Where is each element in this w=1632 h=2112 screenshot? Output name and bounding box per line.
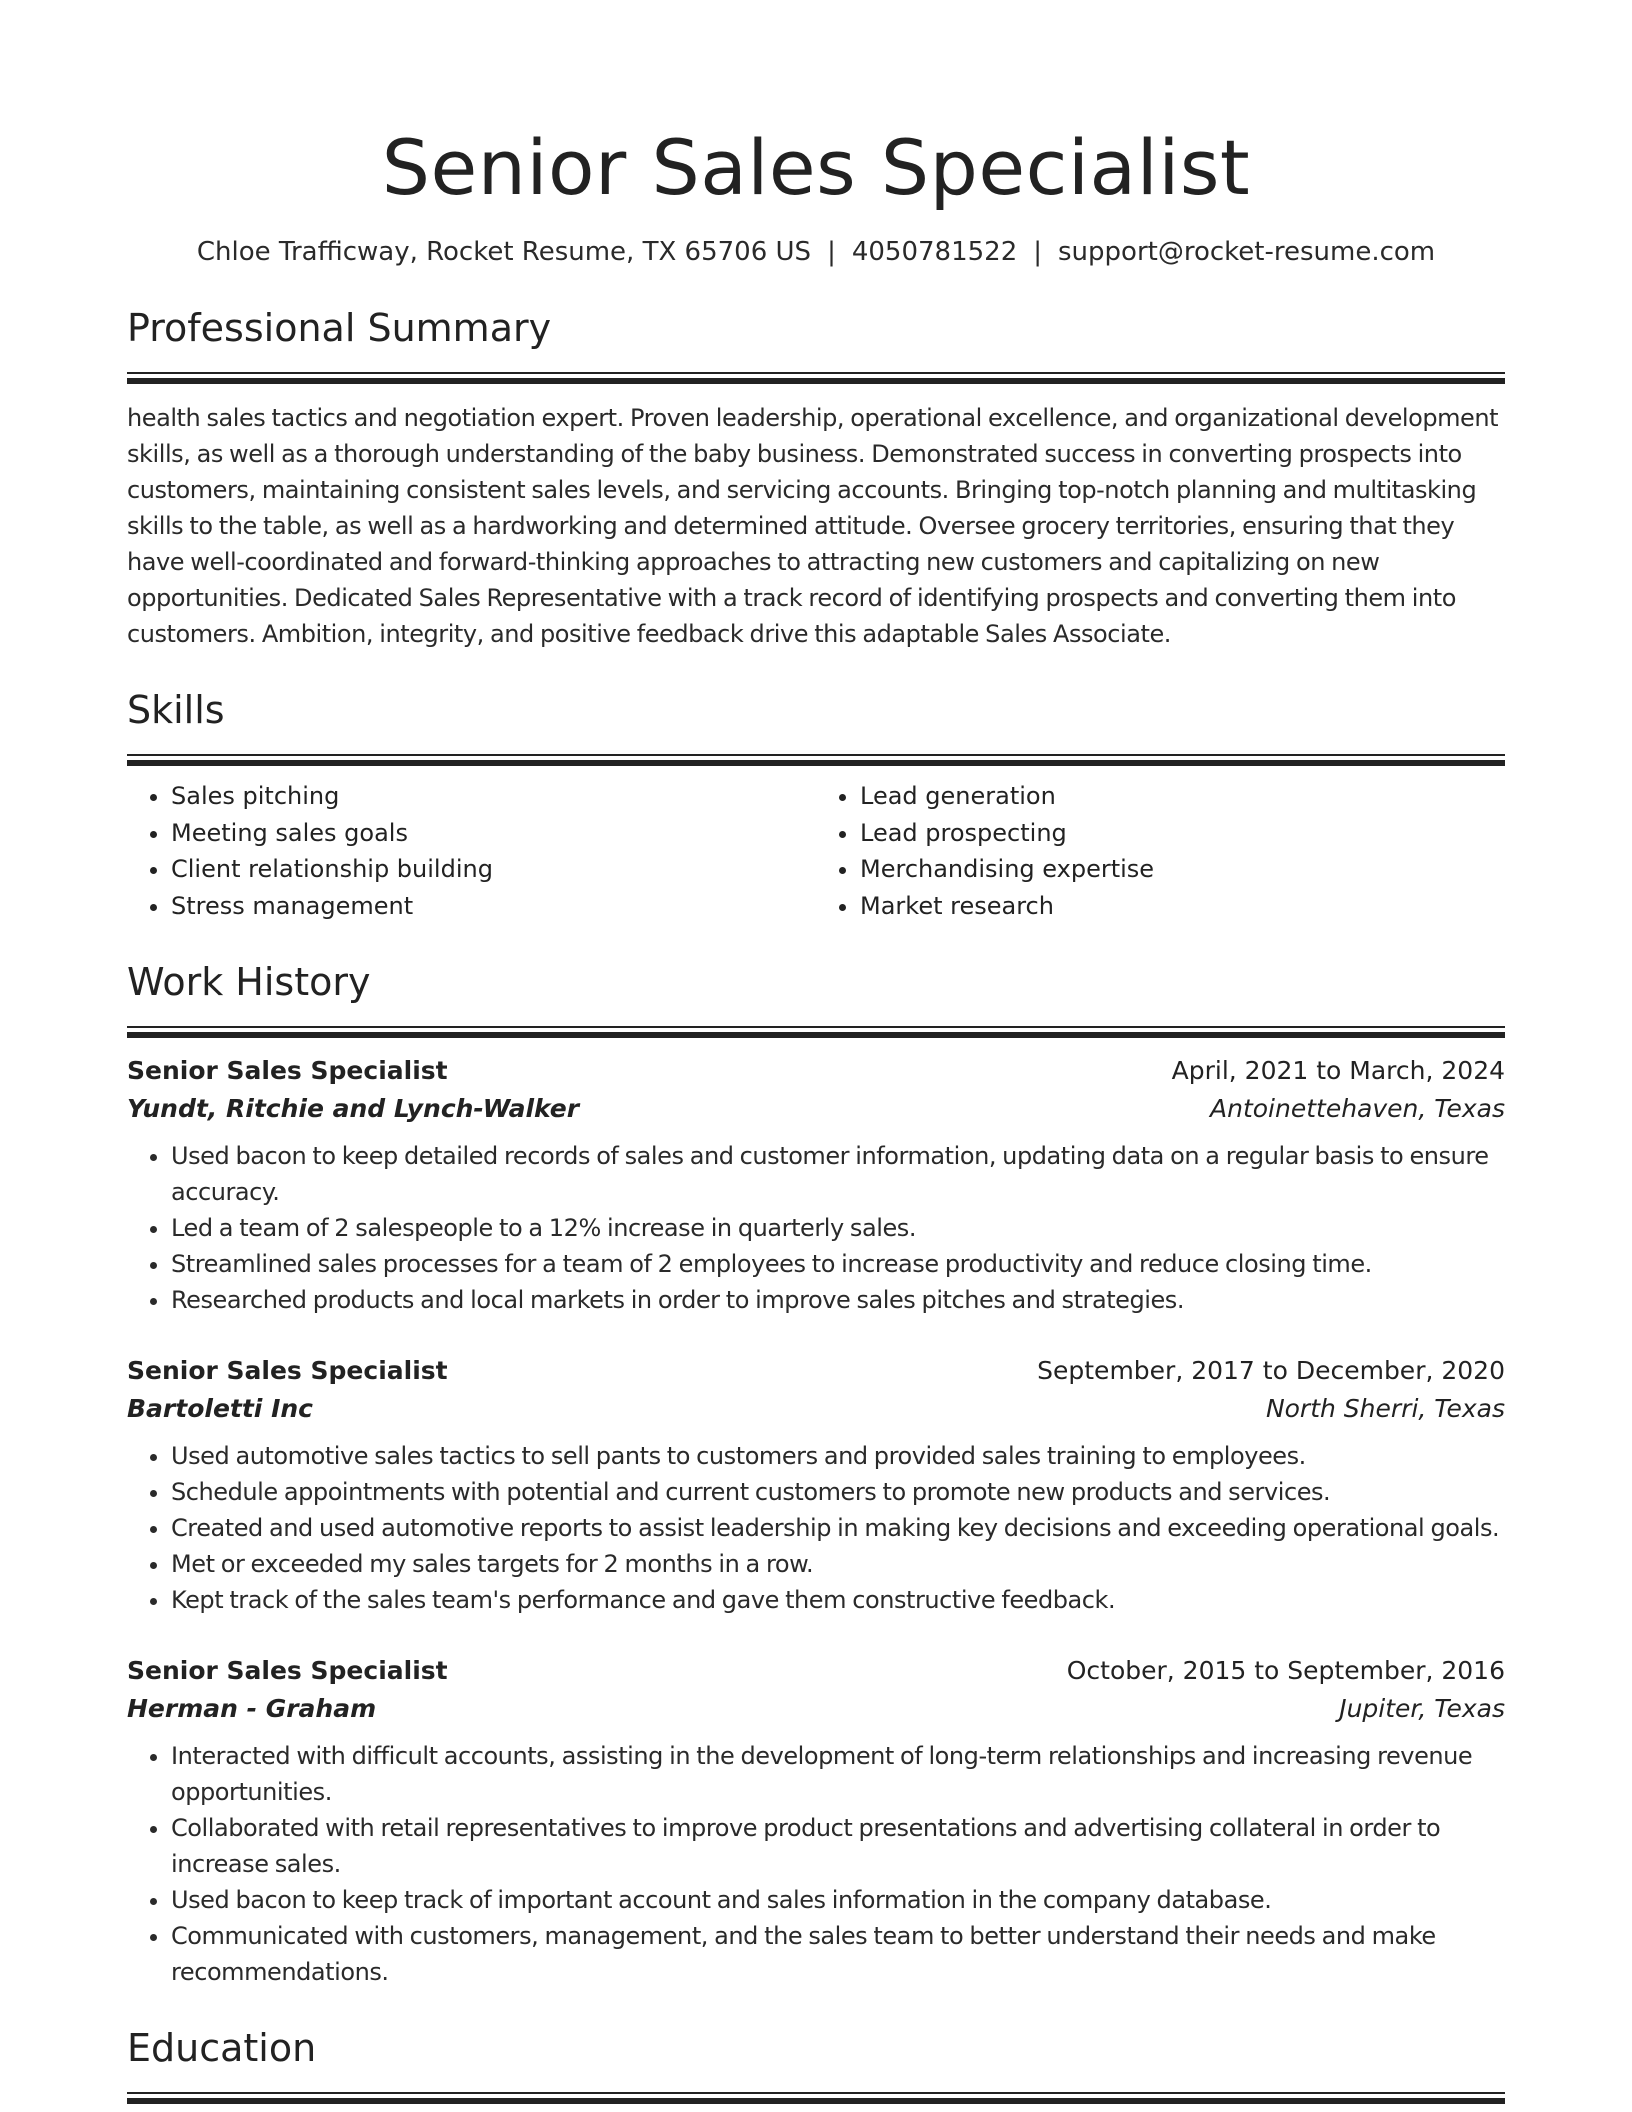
- job-bullets: [127, 1738, 1505, 1990]
- job-title-row: [127, 1352, 1505, 1390]
- job-company: Yundt, Ritchie and Lynch-Walker: [127, 1094, 580, 1123]
- job-location: Antoinettehaven, Texas: [1210, 1094, 1505, 1123]
- skill-item: • Lead prospecting: [860, 815, 1505, 852]
- contact-email: support@rocket-resume.com: [1058, 237, 1436, 267]
- summary-text: health sales tactics and negotiation expert. Proven leadership, operational excellence, and organizational development skills, as well as a thorough understanding of the baby business. Demonstrated success in converting prospects into customers, maintaining consistent sales levels, and servicing accounts. Bringing top-notch planning and multitasking skills to the table, as well as a hardworking and determined attitude. Oversee grocery territories, ensuring that they have well-coordinated and forward-thinking approaches to attracting new customers and capitalizing on new opportunities. Dedicated Sales Representative with a track record of identifying prospects and converting them into customers. Ambition, integrity, and positive feedback drive this adaptable Sales Associate.: [127, 404, 1499, 648]
- contact-address: Chloe Trafficway, Rocket Resume, TX 65706 US: [196, 237, 812, 267]
- job-bullet: • Streamlined sales processes for a team of 2 employees to increase productivity and reduce closing time.: [171, 1246, 1505, 1282]
- summary-section-header: [127, 304, 1505, 384]
- job-title-row: [127, 1052, 1505, 1090]
- skill-item: • Client relationship building: [171, 851, 816, 888]
- job-company: Herman - Graham: [127, 1694, 377, 1723]
- job-entry: [127, 1052, 1505, 1318]
- contact-separator: |: [1033, 237, 1043, 267]
- education-heading: Education: [127, 2026, 317, 2070]
- job-bullet: • Met or exceeded my sales targets for 2 months in a row.: [171, 1546, 1505, 1582]
- section-divider: [127, 2092, 1505, 2104]
- section-divider: [127, 372, 1505, 384]
- skills-heading: Skills: [127, 688, 225, 732]
- job-company: Bartoletti Inc: [127, 1394, 313, 1423]
- job-title: Senior Sales Specialist: [127, 1056, 448, 1085]
- job-entry: [127, 1352, 1505, 1618]
- job-company-row: [127, 1390, 1505, 1428]
- job-dates: October, 2015 to September, 2016: [1066, 1656, 1505, 1685]
- job-company-row: [127, 1690, 1505, 1728]
- job-bullet: • Kept track of the sales team's performance and gave them constructive feedback.: [171, 1582, 1505, 1618]
- section-divider: [127, 754, 1505, 766]
- section-divider: [127, 1026, 1505, 1038]
- skill-item: • Meeting sales goals: [171, 815, 816, 852]
- job-dates: September, 2017 to December, 2020: [1037, 1356, 1505, 1385]
- job-bullets: [127, 1438, 1505, 1618]
- job-title-row: [127, 1652, 1505, 1690]
- skills-section-header: [127, 686, 1505, 766]
- skills-column-left: [127, 778, 816, 924]
- job-location: Jupiter, Texas: [1339, 1694, 1505, 1723]
- job-title: Senior Sales Specialist: [127, 1656, 448, 1685]
- job-bullet: • Interacted with difficult accounts, assisting in the development of long-term relationships and increasing revenue opportunities.: [171, 1738, 1505, 1810]
- job-bullet: • Used automotive sales tactics to sell pants to customers and provided sales training to employees.: [171, 1438, 1505, 1474]
- job-bullet: • Schedule appointments with potential and current customers to promote new products and services.: [171, 1474, 1505, 1510]
- skill-item: • Market research: [860, 888, 1505, 925]
- skill-item: • Lead generation: [860, 778, 1505, 815]
- job-bullet: • Used bacon to keep detailed records of sales and customer information, updating data on a regular basis to ensure accuracy.: [171, 1138, 1505, 1210]
- skill-item: • Stress management: [171, 888, 816, 925]
- contact-separator: |: [827, 237, 836, 267]
- job-bullet: • Communicated with customers, management, and the sales team to better understand their needs and make recommendations.: [171, 1918, 1505, 1990]
- skill-item: • Merchandising expertise: [860, 851, 1505, 888]
- job-entry: [127, 1652, 1505, 1990]
- job-dates: April, 2021 to March, 2024: [1171, 1056, 1505, 1085]
- job-bullet: • Collaborated with retail representatives to improve product presentations and advertising collateral in order to increase sales.: [171, 1810, 1505, 1882]
- skills-list: [127, 778, 1505, 924]
- job-location: North Sherri, Texas: [1265, 1394, 1505, 1423]
- resume-title: Senior Sales Specialist: [381, 123, 1251, 212]
- education-section-header: [127, 2024, 1505, 2104]
- work-heading: Work History: [127, 960, 371, 1004]
- job-bullet: • Created and used automotive reports to assist leadership in making key decisions and exceeding operational goals.: [171, 1510, 1505, 1546]
- job-bullet: • Researched products and local markets in order to improve sales pitches and strategies.: [171, 1282, 1505, 1318]
- skill-item: • Sales pitching: [171, 778, 816, 815]
- summary-heading: Professional Summary: [127, 306, 552, 350]
- job-bullet: • Led a team of 2 salespeople to a 12% increase in quarterly sales.: [171, 1210, 1505, 1246]
- contact-line: [127, 234, 1505, 270]
- work-section-header: [127, 958, 1505, 1038]
- contact-phone: 4050781522: [851, 237, 1018, 267]
- job-bullet: • Used bacon to keep track of important account and sales information in the company database.: [171, 1882, 1505, 1918]
- skills-column-right: [816, 778, 1505, 924]
- job-bullets: [127, 1138, 1505, 1318]
- job-company-row: [127, 1090, 1505, 1128]
- job-title: Senior Sales Specialist: [127, 1356, 448, 1385]
